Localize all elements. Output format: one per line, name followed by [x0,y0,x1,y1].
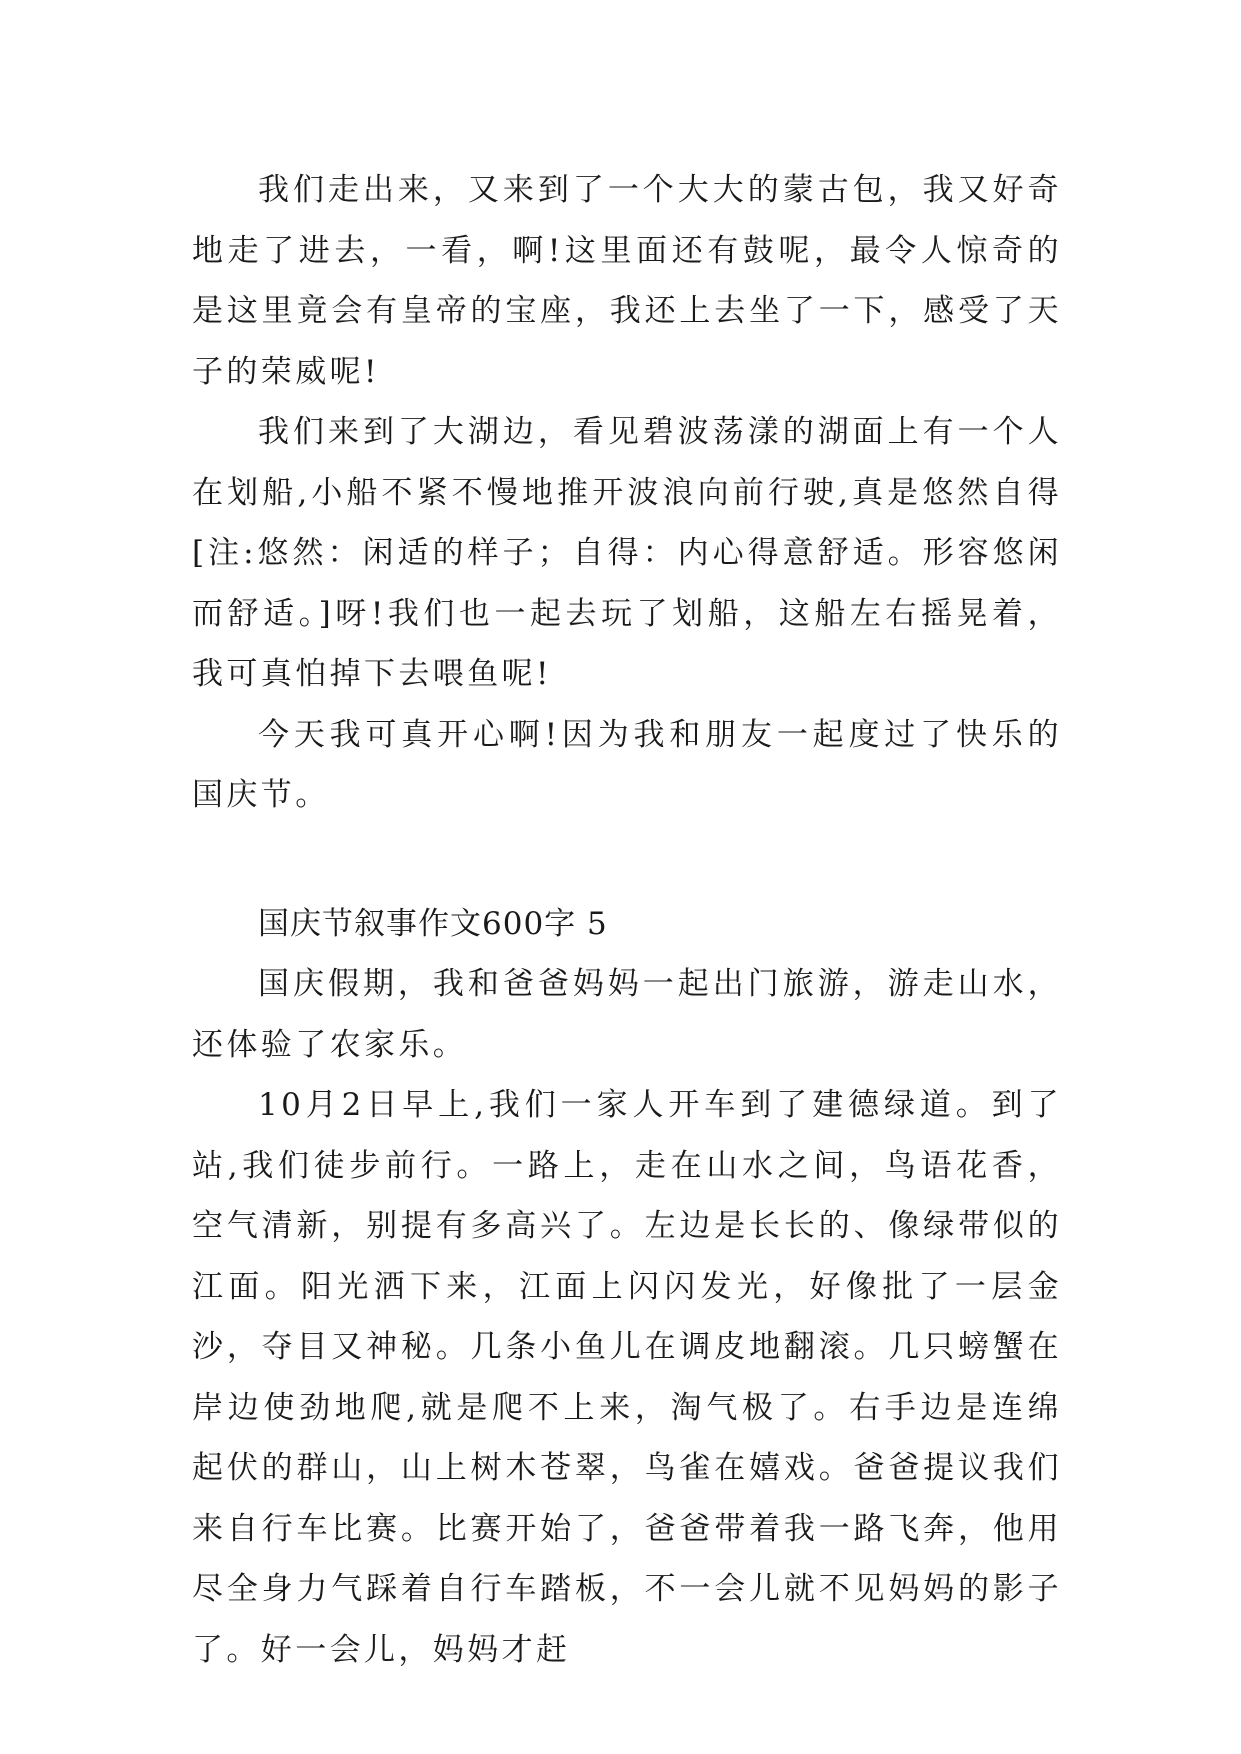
paragraph-happy-national-day: 今天我可真开心啊!因为我和朋友一起度过了快乐的国庆节。 [192,716,1062,813]
paragraph-holiday-trip: 国庆假期，我和爸爸妈妈一起出门旅游，游走山水，还体验了农家乐。 [192,966,1062,1063]
paragraph-lake-boating: 我们来到了大湖边，看见碧波荡漾的湖面上有一个人在划船,小船不紧不慢地推开波浪向前行驶,真是悠然自得[注:悠然：闲适的样子；自得：内心得意舒适。形容悠闲而舒适。]呀!我们也一起去玩了划船，这船左右摇晃着，我可真怕掉下去喂鱼呢! [192,414,1062,692]
document-page [192,160,1062,1680]
paragraph-mongolian-yurt: 我们走出来，又来到了一个大大的蒙古包，我又好奇地走了进去，一看，啊!这里面还有鼓呢，最令人惊奇的是这里竟会有皇帝的宝座，我还上去坐了一下，感受了天子的荣威呢! [192,172,1062,390]
essay-heading: 国庆节叙事作文600字 5 [258,905,608,942]
paragraph-greenway-ride: 10月2日早上,我们一家人开车到了建德绿道。到了站,我们徒步前行。一路上，走在山水之间，鸟语花香，空气清新，别提有多高兴了。左边是长长的、像绿带似的江面。阳光洒下来，江面上闪闪发光，好像批了一层金沙，夺目又神秘。几条小鱼儿在调皮地翻滚。几只螃蟹在岸边使劲地爬,就是爬不上来，淘气极了。右手边是连绵起伏的群山，山上树木苍翠，鸟雀在嬉戏。爸爸提议我们来自行车比赛。比赛开始了，爸爸带着我一路飞奔，他用尽全身力气踩着自行车踏板，不一会儿就不见妈妈的影子了。好一会儿，妈妈才赶 [192,1087,1062,1668]
